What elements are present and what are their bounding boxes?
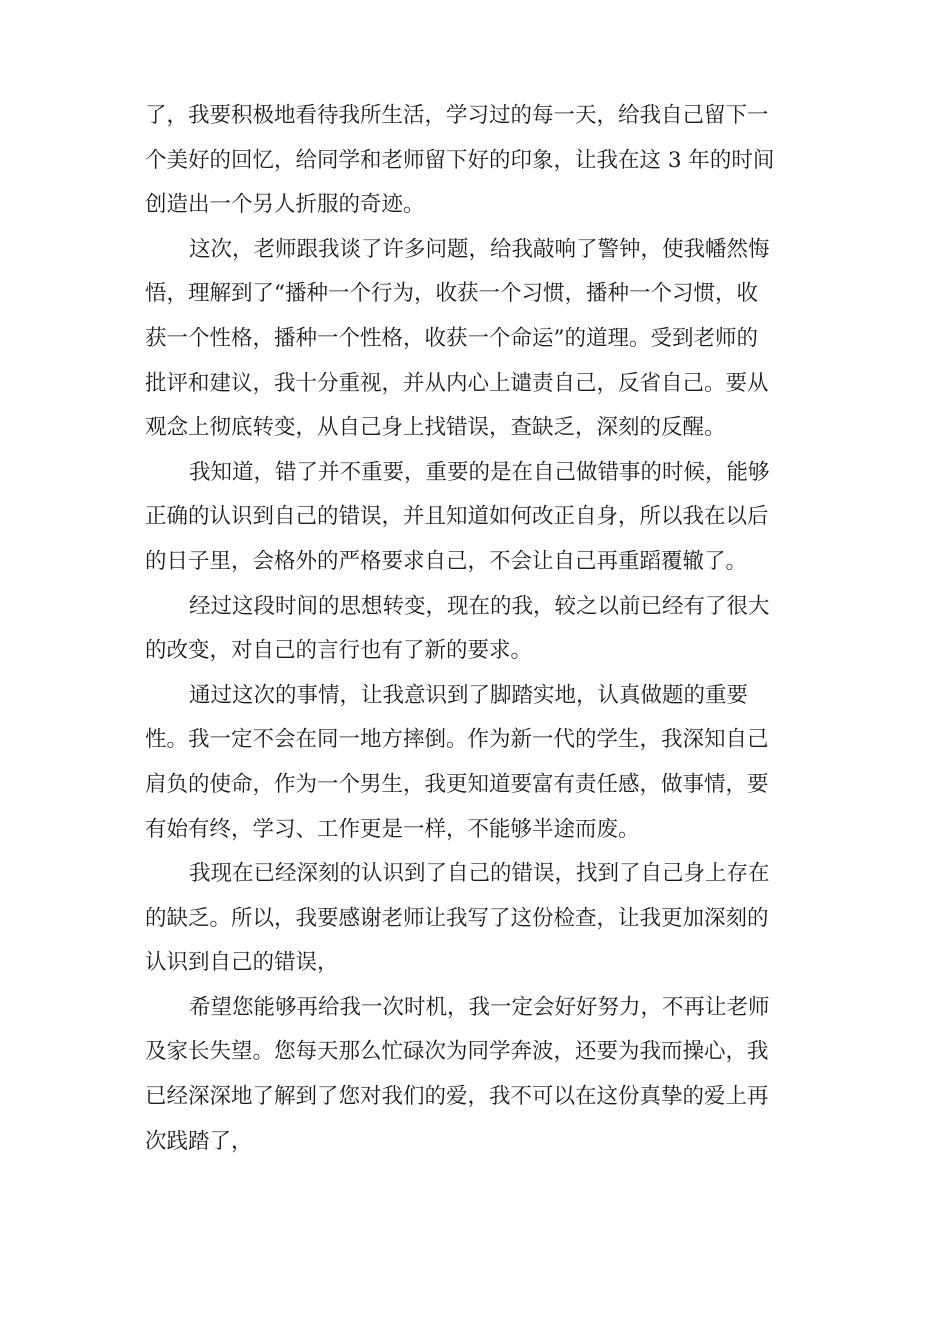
paragraph-3 (145, 451, 805, 585)
paragraph-2 (145, 228, 805, 451)
paragraph-7 (145, 986, 805, 1164)
text-line: 创造出一个另人折服的奇迹。 (145, 192, 425, 218)
text-line: 我现在已经深刻的认识到了自己的错误，找到了自己身上存在 (189, 861, 770, 887)
text-line: 经过这段时间的思想转变，现在的我，较之以前已经有了很大 (189, 593, 770, 619)
text-line: 的缺乏。所以，我要感谢老师让我写了这份检查，让我更加深刻的 (145, 905, 769, 931)
text-line: 希望您能够再给我一次时机，我一定会好好努力，不再让老师 (189, 994, 770, 1020)
text-line: 肩负的使命，作为一个男生，我更知道要富有责任感，做事情，要 (145, 771, 769, 797)
text-line: 批评和建议，我十分重视，并从内心上谴责自己，反省自己。要从 (145, 370, 769, 396)
text-line: 已经深深地了解到了您对我们的爱，我不可以在这份真挚的爱上再 (145, 1084, 769, 1110)
text-line: 次践踏了， (145, 1128, 253, 1154)
paragraph-4 (145, 585, 805, 674)
text-line: 的日子里，会格外的严格要求自己，不会让自己再重蹈覆辙了。 (145, 548, 748, 574)
text-line: 获一个性格，播种一个性格，收获一个命运”的道理。受到老师的 (145, 325, 758, 351)
text-line: 认识到自己的错误， (145, 950, 339, 976)
text-line: 正确的认识到自己的错误，并且知道如何改正自身，所以我在以后 (145, 504, 769, 530)
paragraph-6 (145, 852, 805, 986)
text-line: 通过这次的事情，让我意识到了脚踏实地，认真做题的重要 (189, 682, 749, 708)
text-line: 观念上彻底转变，从自己身上找错误，查缺乏，深刻的反醒。 (145, 415, 726, 441)
text-line: 悟，理解到了“播种一个行为，收获一个习惯，播种一个习惯，收 (145, 281, 758, 307)
text-line: 了，我要积极地看待我所生活，学习过的每一天，给我自己留下一 (145, 103, 769, 128)
text-line: 有始有终，学习、工作更是一样，不能够半途而废。 (145, 816, 640, 842)
paragraph-5 (145, 674, 805, 852)
text-line: 及家长失望。您每天那么忙碌次为同学奔波，还要为我而操心，我 (145, 1039, 769, 1065)
text-line: 个美好的回忆，给同学和老师留下好的印象，让我在这 3 年的时间 (145, 147, 775, 173)
text-line: 我知道，错了并不重要，重要的是在自己做错事的时候，能够 (189, 459, 770, 485)
text-line: 这次，老师跟我谈了许多问题，给我敲响了警钟，使我幡然悔 (189, 236, 770, 262)
text-line: 的改变，对自己的言行也有了新的要求。 (145, 638, 533, 664)
paragraph-1 (145, 94, 805, 228)
text-line: 性。我一定不会在同一地方摔倒。作为新一代的学生，我深知自己 (145, 727, 769, 753)
document-body (145, 94, 805, 1164)
